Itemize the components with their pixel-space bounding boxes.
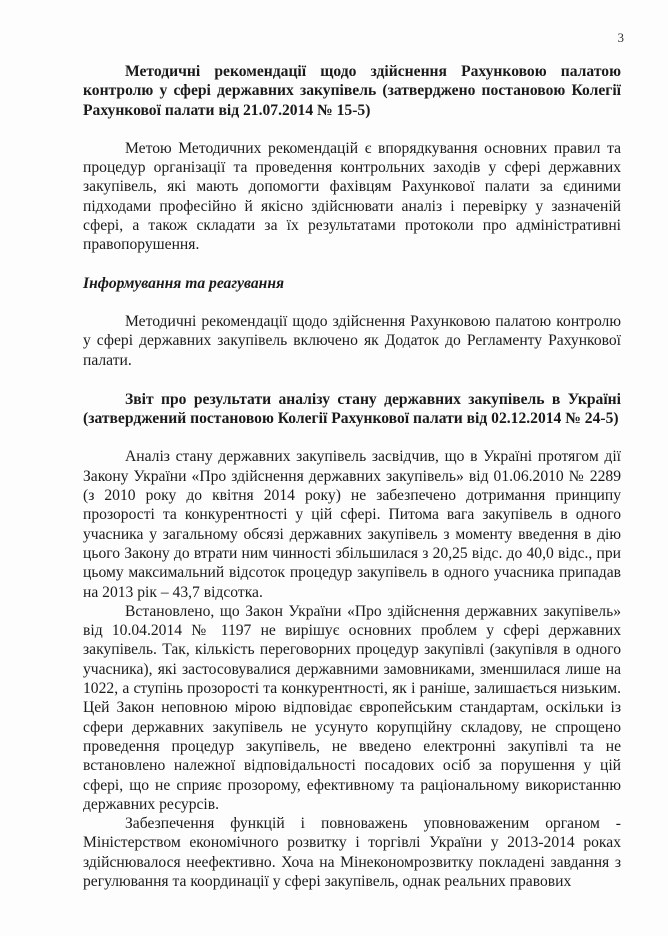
paragraph-analysis: Аналіз стану державних закупівель засвідчив, що в Україні протягом дії Закону України «Про здійснення державних закупівель» від 01.06.2010 № 2289 (з 2010 року до квітня 2014 року) не забезпечено дотримання принципу прозорості та конкурентності у цій сфері. Питома вага закупівель в одного учасника у загальному обсязі державних закупівель з моменту введення в дію цього Закону до втрати ним чинності збільшилася з 20,25 відс. до 40,0 відс., при цьому максимальний відсоток процедур закупівель в одного учасника припадав на 2013 рік – 43,7 відсотка.: [83, 448, 621, 601]
paragraph-ministry-performance: Забезпечення функцій і повноважень уповноваженим органом - Міністерством економічного розвитку і торгівлі України у 2013-2014 роках здійснювалося неефективно. Хоча на Мінекономрозвитку покладені завдання з регулювання та координації у сфері закупівель, однак реальних правових: [83, 815, 621, 890]
document-body: [83, 62, 621, 891]
paragraph-purpose: Метою Методичних рекомендацій є впорядкування основних правил та процедур організації та проведення контрольних заходів у сфері державних закупівель, які мають допомогти фахівцям Рахункової палати за єдиними підходами професійно й якісно здійснювати аналіз і перевірку у зазначеній сфері, а також складати за їх результатами протоколи про адміністративні правопорушення.: [83, 139, 621, 254]
heading-methodical-recommendations: Методичні рекомендації щодо здійснення Рахунковою палатою контролю у сфері державних закупівель (затверджено постановою Колегії Рахункової палати від 21.07.2014 № 15-5): [83, 63, 621, 119]
page-number: 3: [617, 30, 624, 45]
paragraph-law-findings: Встановлено, що Закон України «Про здійснення державних закупівель» від 10.04.2014 № 1197 не вирішує основних проблем у сфері державних закупівель. Так, кількість переговорних процедур закупівлі (закупівля в одного учасника), які застосовувалися державними замовниками, зменшилася лише на 1022, а ступінь прозорості та конкурентності, як і раніше, залишається низьким. Цей Закон неповною мірою відповідає європейським стандартам, оскільки із сфери державних закупівель не усунуто корупційну складову, не спрощено проведення процедур закупівель, не введено електронні закупівлі та не встановлено належної відповідальності посадових осіб за порушення у цій сфері, що не сприяє прозорому, ефективному та раціональному використанню державних ресурсів.: [83, 602, 621, 813]
paragraph-appendix: Методичні рекомендації щодо здійснення Рахунковою палатою контролю у сфері державних закупівель включено як Додаток до Регламенту Рахункової палати.: [83, 312, 621, 369]
heading-informing-and-response: Інформування та реагування: [83, 274, 285, 292]
heading-report-on-procurement-analysis: Звіт про результати аналізу стану державних закупівель в Україні (затверджений постановою Колегії Рахункової палати від 02.12.2014 № 24-5): [83, 390, 621, 428]
